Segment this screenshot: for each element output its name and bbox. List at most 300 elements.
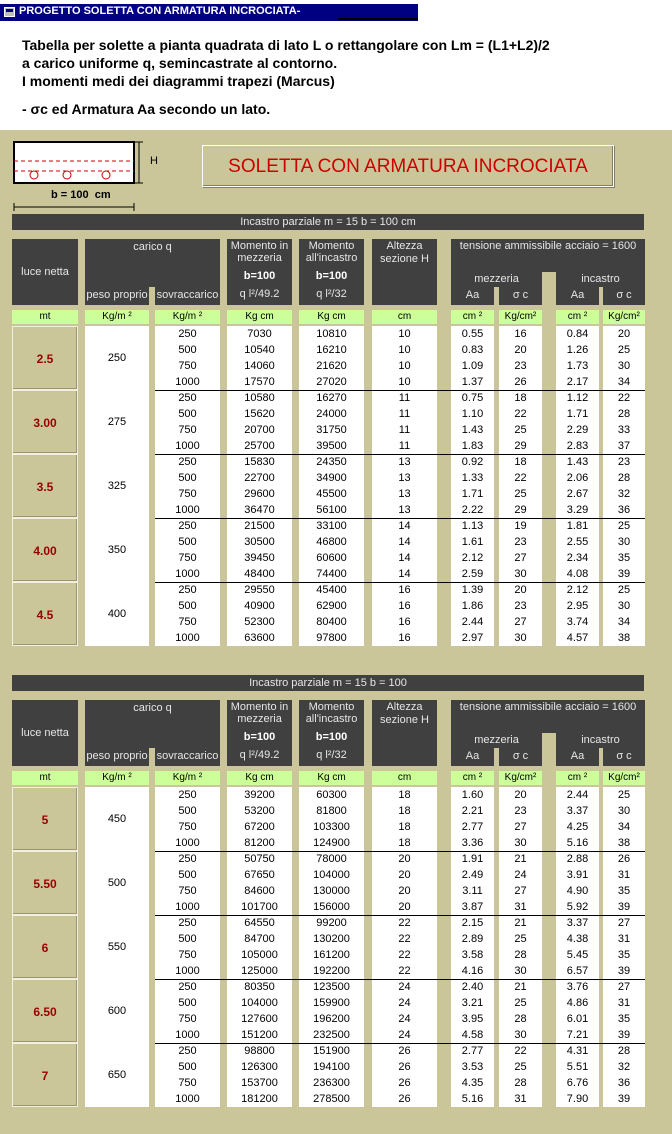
title-bar [0,0,672,24]
table-cell: 2.34 [566,552,589,564]
header-mezzeria: mezzeria [474,734,519,746]
window-icon[interactable] [4,7,15,17]
table-cell: 23 [514,805,527,817]
table-cell: 10 [398,328,411,340]
table-cell: 250 [178,853,197,865]
table-cell: 24350 [316,456,347,468]
table-cell: 31 [514,1093,527,1105]
header-mezzeria: mezzeria [474,273,519,285]
table-cell: 10 [398,344,411,356]
data-column [155,1043,220,1107]
table-cell: 30 [617,536,631,548]
table-cell: 16 [398,584,411,596]
header-tensione-label: tensione ammissibile acciaio = 1600 [459,240,637,252]
table-cell: 2.22 [461,504,484,516]
table-cell: 105000 [241,949,278,961]
header-gap-2 [542,733,556,766]
title-underline [338,18,418,20]
table-cell: 25 [617,520,631,532]
table-cell: 46800 [316,536,347,548]
table-cell: 35 [617,1013,631,1025]
table-cell: 750 [178,616,197,628]
header-carico-q-label: carico q [133,702,172,714]
data-column [499,454,542,518]
table-cell: 29550 [244,584,275,596]
peso-proprio-cell: 325 [85,454,149,518]
table-cell: 1.60 [461,789,484,801]
data-column [227,851,292,915]
header-mom1-b: mezzeria [237,713,282,725]
table-cell: 74400 [316,568,347,580]
table-cell: 5.92 [566,901,589,913]
table-cell: 10810 [316,328,347,340]
table-cell: 1.09 [461,360,484,372]
table-cell: 1.33 [461,472,484,484]
table-cell: 4.35 [461,1077,484,1089]
data-column [451,390,494,454]
data-column [451,851,494,915]
peso-proprio-cell: 275 [85,390,149,454]
data-column [227,1043,292,1107]
data-column [556,582,599,646]
table-cell: 21 [514,853,527,865]
table-cell: 27 [617,981,631,993]
table-cell: 1.81 [566,520,589,532]
header-mom2-d: q l²/32 [316,749,347,761]
table-cell: 10 [398,360,411,372]
table-cell: 2.44 [461,616,484,628]
unit-cell: Kg/cm² [499,771,542,785]
luce-cell: 3.5 [12,454,78,518]
table-cell: 25700 [244,440,275,452]
group-separator [155,454,645,455]
table-cell: 26 [398,1045,411,1057]
table-cell: 34 [617,821,631,833]
table-cell: 21 [514,981,527,993]
table-cell: 4.86 [566,997,589,1009]
header-sovraccarico: sovraccarico [156,750,219,762]
table-cell: 4.90 [566,885,589,897]
table-cell: 24 [398,981,411,993]
header-mom1-d: q l²/49.2 [239,288,280,300]
data-column [372,582,437,646]
header-mom1-b: mezzeria [237,252,282,264]
header-gap-2 [542,272,556,305]
table-cell: 20700 [244,424,275,436]
data-column [299,1043,364,1107]
table-cell: 35 [617,885,631,897]
table-cell: 2.40 [461,981,484,993]
table-cell: 56100 [316,504,347,516]
table-cell: 3.87 [461,901,484,913]
table-cell: 1000 [175,965,200,977]
table-cell: 22 [617,392,631,404]
table-cell: 80400 [316,616,347,628]
table-title: Incastro parziale m = 15 b = 100 cm [12,214,644,230]
group-separator [155,851,645,852]
table-cell: 34 [617,616,631,628]
table-cell: 750 [178,552,197,564]
table-cell: 250 [178,584,197,596]
table-cell: 18 [398,789,411,801]
table-cell: 1.43 [461,424,484,436]
table-cell: 34900 [316,472,347,484]
table-cell: 37 [617,440,631,452]
table-cell: 2.77 [461,821,484,833]
table-cell: 2.97 [461,632,484,644]
data-column [227,915,292,979]
table-cell: 2.06 [566,472,589,484]
table-cell: 3.95 [461,1013,484,1025]
unit-cell: cm ² [451,310,494,324]
table-cell: 2.88 [566,853,589,865]
table-cell: 30500 [244,536,275,548]
table-cell: 25 [617,344,631,356]
table-cell: 250 [178,456,197,468]
table-cell: 99200 [316,917,347,929]
window-title: PROGETTO SOLETTA CON ARMATURA INCROCIATA- [19,5,301,17]
table-cell: 1.83 [461,440,484,452]
table-cell: 39 [617,901,631,913]
table-cell: 30 [514,965,527,977]
data-column [556,1043,599,1107]
table-cell: 1.39 [461,584,484,596]
table-cell: 18 [514,456,527,468]
table-cell: 11 [398,408,411,420]
data-column [499,787,542,851]
data-column [372,851,437,915]
luce-cell: 7 [12,1043,78,1107]
table-cell: 24000 [316,408,347,420]
data-column [451,915,494,979]
table-cell: 36 [617,504,631,516]
data-column [603,1043,645,1107]
table-cell: 20 [514,789,527,801]
data-column [372,454,437,518]
header-mom2-b: all'incastro [305,252,358,264]
table-cell: 1000 [175,1093,200,1105]
table-cell: 39450 [244,552,275,564]
luce-cell: 3.00 [12,390,78,454]
data-column [299,979,364,1043]
group-separator [155,582,645,583]
table-cell: 14060 [244,360,275,372]
table-cell: 250 [178,1045,197,1057]
data-column [227,390,292,454]
table-cell: 500 [178,933,197,945]
table-cell: 30 [617,600,631,612]
table-cell: 31750 [316,424,347,436]
table-cell: 250 [178,520,197,532]
data-column [603,979,645,1043]
table-cell: 22 [514,472,527,484]
unit-cell: Kg/m ² [85,771,149,785]
data-column [556,390,599,454]
data-column [556,518,599,582]
peso-proprio-cell: 450 [85,787,149,851]
table-cell: 3.36 [461,837,484,849]
data-column [603,326,645,390]
peso-proprio-cell: 400 [85,582,149,646]
table-cell: 500 [178,997,197,1009]
data-column [603,915,645,979]
table-cell: 30 [514,837,527,849]
data-column [299,915,364,979]
table-cell: 24 [398,997,411,1009]
header-altezza-a: Altezza [386,701,423,713]
table-title: Incastro parziale m = 15 b = 100 [12,675,644,691]
table-cell: 26 [398,1093,411,1105]
table-cell: 104000 [241,997,278,1009]
table-cell: 250 [178,328,197,340]
data-column [603,787,645,851]
table-cell: 16 [398,616,411,628]
data-column [155,787,220,851]
table-cell: 25 [617,584,631,596]
width-label: b = 100 cm [51,189,111,201]
table-cell: 38 [617,837,631,849]
unit-cell: Kg/m ² [155,771,220,785]
table-cell: 1000 [175,568,200,580]
table-cell: 2.89 [461,933,484,945]
table-cell: 39200 [244,789,275,801]
unit-cell: Kg/cm² [603,310,645,324]
data-column [499,582,542,646]
height-label: H [150,155,158,167]
table-cell: 750 [178,360,197,372]
table-cell: 1000 [175,837,200,849]
table-cell: 28 [514,1077,527,1089]
data-column [155,454,220,518]
table-cell: 62900 [316,600,347,612]
slab-section-icon [11,139,161,215]
table-cell: 1000 [175,901,200,913]
table-cell: 23 [514,360,527,372]
table-cell: 15620 [244,408,275,420]
data-column [603,851,645,915]
data-column [299,390,364,454]
table-cell: 30 [617,360,631,372]
table-cell: 98800 [244,1045,275,1057]
luce-cell: 4.5 [12,582,78,646]
data-column [299,851,364,915]
table-cell: 500 [178,536,197,548]
table-cell: 236300 [313,1077,350,1089]
table-cell: 1.26 [566,344,589,356]
table-cell: 50750 [244,853,275,865]
table-cell: 1.12 [566,392,589,404]
table-cell: 25 [514,997,527,1009]
table-cell: 28 [617,1045,631,1057]
data-column [499,851,542,915]
table-cell: 3.21 [461,997,484,1009]
table-cell: 22700 [244,472,275,484]
data-column [299,582,364,646]
header-sc2: σ c [616,289,632,301]
table-cell: 13 [398,456,411,468]
table-cell: 48400 [244,568,275,580]
table-cell: 29600 [244,488,275,500]
unit-cell: cm [372,310,437,324]
data-column [227,582,292,646]
table-cell: 53200 [244,805,275,817]
group-separator [155,390,645,391]
table-cell: 2.12 [566,584,589,596]
table-cell: 750 [178,488,197,500]
table-cell: 39 [617,1093,631,1105]
data-column [451,787,494,851]
header-tensione-label: tensione ammissibile acciaio = 1600 [459,701,637,713]
table-cell: 2.67 [566,488,589,500]
header-sc1: σ c [512,750,529,762]
slab-section-sketch [11,139,161,215]
data-column [499,326,542,390]
data-column [155,326,220,390]
table-cell: 84600 [244,885,275,897]
table-cell: 4.08 [566,568,589,580]
table-cell: 11 [398,392,411,404]
table-cell: 124900 [313,837,350,849]
table-cell: 27 [514,616,527,628]
table-cell: 81800 [316,805,347,817]
table-cell: 20 [398,885,411,897]
table-cell: 16 [514,328,527,340]
data-column [556,787,599,851]
table-cell: 97800 [316,632,347,644]
table-cell: 31 [617,933,631,945]
table-cell: 103300 [313,821,350,833]
table-cell: 3.11 [462,885,483,897]
table-cell: 36470 [244,504,275,516]
table-cell: 1000 [175,1029,200,1041]
table-cell: 30 [514,568,527,580]
header-aa1: Aa [465,289,480,301]
table-cell: 22 [398,965,411,977]
header-sovraccarico: sovraccarico [156,289,219,301]
data-column [372,787,437,851]
table-cell: 130000 [313,885,350,897]
table-cell: 5.45 [566,949,589,961]
table-cell: 22 [398,933,411,945]
group-separator [155,915,645,916]
unit-cell: cm ² [451,771,494,785]
table-cell: 29 [514,504,527,516]
header-sc1: σ c [512,289,529,301]
data-column [227,454,292,518]
table-cell: 1000 [175,376,200,388]
table-cell: 21620 [316,360,347,372]
table-cell: 40900 [244,600,275,612]
data-column [451,582,494,646]
table-cell: 104000 [313,869,350,881]
header-altezza-a: Altezza [386,240,423,252]
table-cell: 7.90 [566,1093,589,1105]
table-cell: 250 [178,789,197,801]
data-column [299,787,364,851]
table-cell: 23 [514,536,527,548]
peso-proprio-cell: 550 [85,915,149,979]
data-column [372,915,437,979]
data-column [372,390,437,454]
table-cell: 32 [617,488,631,500]
table-cell: 16210 [316,344,347,356]
table-cell: 500 [178,1061,197,1073]
data-column [372,979,437,1043]
table-cell: 33 [617,424,631,436]
table-cell: 21500 [244,520,275,532]
table-cell: 24 [398,1029,411,1041]
table-cell: 18 [514,392,527,404]
table-cell: 20 [514,344,527,356]
table-cell: 250 [178,392,197,404]
table-cell: 3.53 [461,1061,484,1073]
data-column [299,518,364,582]
header-mom2-a: Momento [308,240,355,252]
table-cell: 38 [617,632,631,644]
table-cell: 2.55 [566,536,589,548]
unit-cell: Kg/cm² [499,310,542,324]
group-separator [155,1043,645,1044]
header-mom2-c: b=100 [315,731,348,743]
table-cell: 2.15 [461,917,484,929]
table-cell: 127600 [241,1013,278,1025]
table-cell: 52300 [244,616,275,628]
data-column [155,915,220,979]
table-cell: 750 [178,949,197,961]
header-peso-proprio: peso proprio [86,289,148,301]
unit-cell: cm ² [556,310,599,324]
table-cell: 27 [514,885,527,897]
header-luce-netta: luce netta [12,700,78,766]
table-cell: 194100 [313,1061,350,1073]
data-column [556,851,599,915]
table-cell: 151200 [241,1029,278,1041]
data-column [556,979,599,1043]
table-cell: 3.91 [566,869,589,881]
unit-cell: cm [372,771,437,785]
table-cell: 20 [398,869,411,881]
table-cell: 81200 [244,837,275,849]
table-cell: 23 [617,456,631,468]
table-cell: 31 [617,869,631,881]
table-cell: 3.37 [566,917,589,929]
table-cell: 18 [398,821,411,833]
unit-cell: Kg cm [299,310,364,324]
table-cell: 13 [398,504,411,516]
table-cell: 24 [398,1013,411,1025]
table-cell: 4.31 [566,1045,589,1057]
table-cell: 101700 [241,901,278,913]
unit-cell: mt [12,771,78,785]
header-mom1-d: q l²/49.2 [239,749,280,761]
data-column [603,518,645,582]
table-cell: 45500 [316,488,347,500]
intro-line-3: I momenti medi dei diagrammi trapezi (Marcus) [22,73,335,89]
table-cell: 78000 [316,853,347,865]
header-mom1-c: b=100 [243,731,276,743]
banner-text: SOLETTA CON ARMATURA INCROCIATA [228,156,588,177]
data-column [451,518,494,582]
data-column [556,454,599,518]
peso-proprio-cell: 650 [85,1043,149,1107]
table-cell: 3.37 [566,805,589,817]
table-cell: 18 [398,837,411,849]
table-cell: 28 [617,472,631,484]
luce-cell: 5.50 [12,851,78,915]
unit-cell: Kg cm [299,771,364,785]
luce-cell: 2.5 [12,326,78,390]
table-cell: 750 [178,885,197,897]
